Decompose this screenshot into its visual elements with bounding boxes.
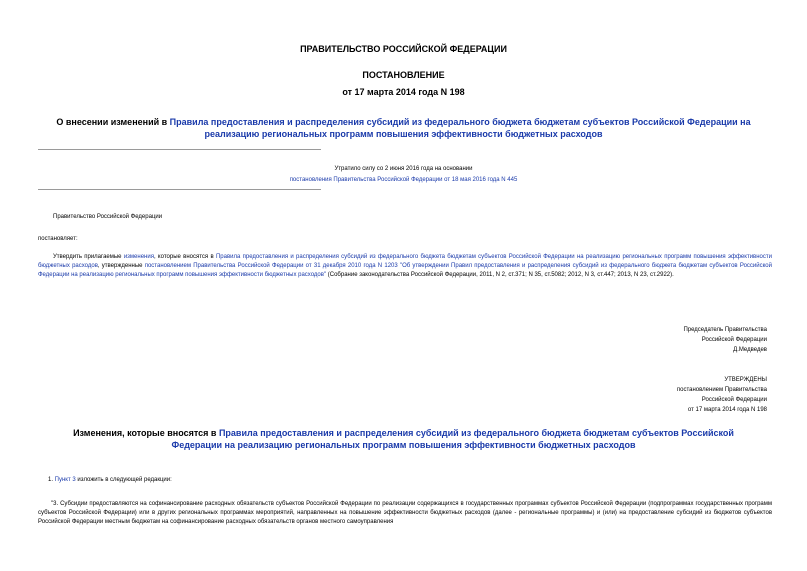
approval-by: постановлением Правительства: [676, 387, 767, 393]
divider-top: [38, 149, 321, 150]
body-paragraph: [38, 253, 772, 280]
preamble-decrees: постановляет:: [38, 236, 78, 242]
changes-title: [50, 427, 757, 451]
body-text-b: , которые вносятся в: [153, 254, 216, 260]
document-title: [50, 116, 757, 140]
item-1-suffix: изложить в следующей редакции:: [75, 477, 172, 483]
item-1-prefix: 1.: [48, 477, 55, 483]
signature-block: [683, 325, 767, 355]
government-header: ПРАВИТЕЛЬСТВО РОССИЙСКОЙ ФЕДЕРАЦИИ: [300, 44, 507, 54]
item-3-body: "3. Субсидии предоставляются на софинансирование расходных обязательств субъектов Российской Федерации по реализации содержащихся в государственных программах субъектов Российской Федерации (подпрограммах государственных программ субъектов Российской Федерации) или в других региональных программах мероприятий, направленных на повышение эффективности бюджетных расходов (далее - региональные программы) и (или) на предоставление субсидий из бюджетов субъектов Российской Федерации местным бюджетам на софинансирование расходных обязательств органов местного самоуправления: [38, 501, 772, 525]
rules-body-link[interactable]: Правила предоставления и распределения субсидий из федерального бюджета бюджетам субъектов Российской Федерации на реализацию региональных программ повышения эффективности бюджетных расходов: [38, 254, 772, 269]
document-type: ПОСТАНОВЛЕНИЕ: [362, 70, 445, 80]
item-3-text: [38, 500, 772, 527]
changes-link[interactable]: изменения: [123, 254, 154, 260]
approval-title: УТВЕРЖДЕНЫ: [724, 377, 767, 383]
rules-link[interactable]: Правила предоставления и распределения субсидий из федерального бюджета бюджетам субъектов Российской Федерации на реализацию региональных программ повышения эффективности бюджетных расходов: [169, 117, 751, 139]
repeal-decree-link[interactable]: постановления Правительства Российской Федерации от 18 мая 2016 года N 445: [289, 177, 518, 183]
signature-position: Председатель Правительства: [683, 327, 767, 333]
body-text-c: , утвержденные: [97, 263, 145, 269]
preamble-government: Правительство Российской Федерации: [53, 214, 163, 220]
body-text-d: (Собрание законодательства Российской Федерации, 2011, N 2, ст.371; N 35, ст.5082; 2012, N 3, ст.447; 2013, N 23, ст.2922).: [326, 272, 674, 278]
body-text-a: Утвердить прилагаемые: [53, 254, 124, 260]
changes-rules-link[interactable]: Правила предоставления и распределения субсидий из федерального бюджета бюджетам субъектов Российской Федерации на реализацию региональных программ повышения эффективности бюджетных расходов: [171, 428, 734, 450]
signature-name: Д.Медведев: [733, 347, 767, 353]
document-date-number: от 17 марта 2014 года N 198: [342, 87, 465, 97]
title-prefix: О внесении изменений в: [56, 117, 170, 127]
changes-title-prefix: Изменения, которые вносятся в: [73, 428, 219, 438]
approval-date: от 17 марта 2014 года N 198: [687, 407, 767, 413]
status-note-link-line: [0, 175, 807, 185]
approval-organization: Российской Федерации: [701, 397, 767, 403]
item-1: [48, 476, 172, 485]
decree-1203-link[interactable]: постановлением Правительства Российской Федерации от 31 декабря 2010 года N 1203 "Об утверждении Правил предоставления и распределения субсидий из федерального бюджета бюджетам субъектов Российской Федерации на реализацию региональных программ повышения эффективности бюджетных расходов": [38, 263, 772, 278]
divider-bottom: [38, 189, 321, 190]
signature-organization: Российской Федерации: [701, 337, 767, 343]
point-3-link[interactable]: Пункт 3: [54, 477, 76, 483]
approval-block: [677, 375, 767, 415]
status-note-line: Утратило силу со 2 июня 2016 года на основании: [334, 166, 473, 172]
